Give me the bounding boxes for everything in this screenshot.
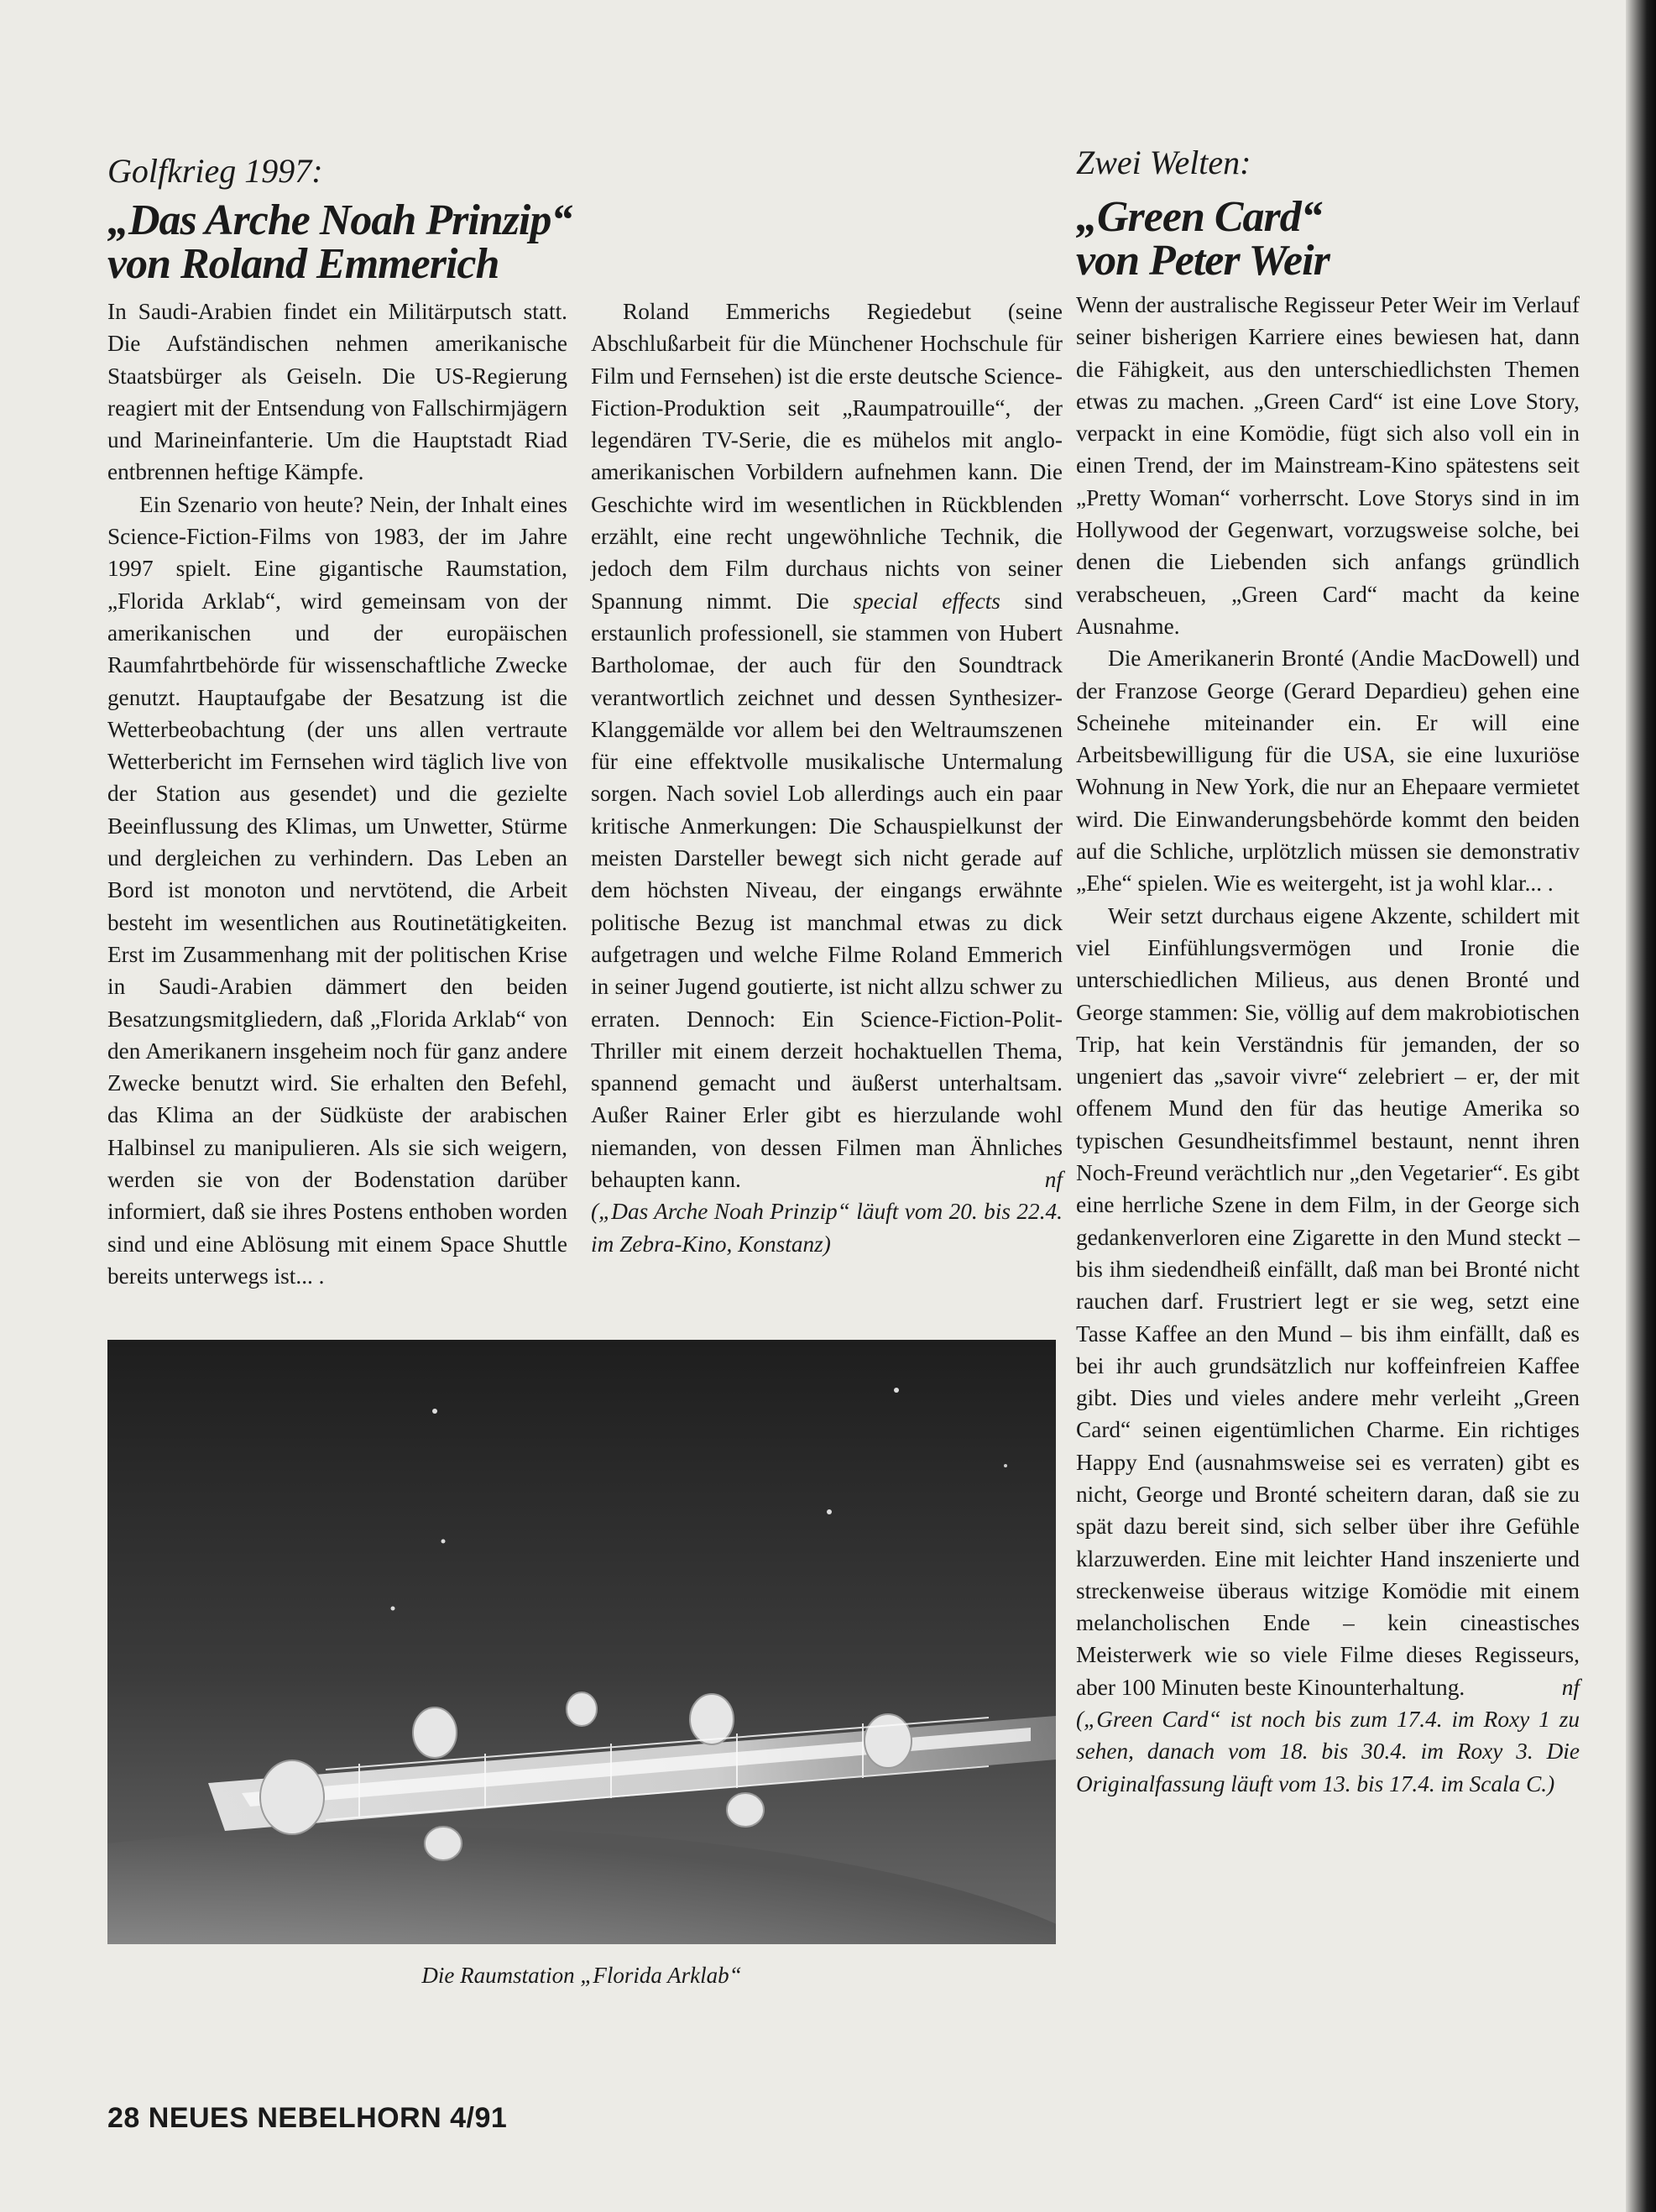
right-article-screening-note: („Green Card“ ist noch bis zum 17.4. im Roxy 1 zu sehen, danach vom 18. bis 30.4. im Roxy 3. Die Originalfassung läuft vom 13. bis 17.4. im Scala C.) bbox=[1076, 1707, 1580, 1796]
space-station-photo bbox=[107, 1340, 1056, 1944]
space-station-illustration bbox=[107, 1340, 1056, 1944]
left-article-paragraph-2: Ein Szenario von heute? Nein, der Inhalt eines Science-Fiction-Films von 1983, der im Jahre 1997 spielt. Eine gigantische Raumstation, „Florida Arklab“, wird gemeinsam von der amerikanischen und der europäischen Raumfahrtbehörde für wissenschaftliche Zwecke genutzt. Hauptaufgabe der Besatzung ist die Wetterbeobachtung (der uns allen vertraute Wetterbericht im Fernsehen wird täglich live von der Station aus gesendet) und die gezielte Beeinflussung des Klimas, um Unwetter, Stürme und dergleichen zu verhindern. Das Leben an Bord ist monoton und nervtötend, die Arbeit besteht im wesentlichen aus Routinetätigkeiten. Erst im Zusammenhang mit der politischen Krise in Saudi-Arabien dämmert den beiden Besatzungsmitgliedern, daß „Florida Arklab“ von den Amerikanern insgeheim noch für ganz andere Zwecke benutzt wird. Sie erhalten den Befehl, das Klima an der Südküste der arabischen Halbinsel zu manipulieren. Als sie sich weigern, werden sie von der Bodenstation darüber informiert, daß sie ihres Postens enthoben worden sind und eine Ablösung mit einem Space Shuttle bereits unterwegs ist... . bbox=[107, 491, 567, 1289]
right-article-title-line1: „Green Card“ bbox=[1076, 193, 1322, 241]
left-article-title-line1: „Das Arche Noah Prinzip“ bbox=[107, 196, 572, 244]
right-article-paragraph-2: Die Amerikanerin Bronté (Andie MacDowell) und der Franzose George (Gerard Depardieu) gehen eine Scheinehe miteinander ein. Er will eine Arbeitsbewilligung für die USA, sie eine luxuriöse Wohnung in New York, die nur an Ehepaare vermietet wird. Die Einwanderungsbehörde kommt den beiden auf die Schliche, urplötzlich müssen sie demonstrativ „Ehe“ spielen. Wie es weitergeht, ist ja wohl klar... . bbox=[1076, 646, 1580, 897]
page-footer: 28 NEUES NEBELHORN 4/91 bbox=[107, 2102, 508, 2134]
left-article-signature: nf bbox=[1044, 1167, 1063, 1193]
photo-caption: Die Raumstation „Florida Arklab“ bbox=[421, 1963, 742, 1988]
left-article-paragraph-3b: sind erstaunlich professionell, sie stammen von Hubert Bartholomae, der auch für den Soundtrack verantwortlich zeichnet und dessen Synthesizer-Klanggemälde vor allem bei den Weltraumszenen für eine effektvolle musikalische Untermalung sorgen. Nach soviel Lob allerdings auch ein paar kritische Anmerkungen: Die Schauspielkunst der meisten Darsteller bewegt sich nicht gerade auf dem höchsten Niveau, der eingangs erwähnte politische Bezug ist manchmal etwas zu dick aufgetragen und welche Filme Roland Emmerich in seiner Jugend goutierte, ist nicht allzu schwer zu erraten. Dennoch: Ein Science-Fiction-Polit-Thriller mit einem derzeit hochaktuellen Thema, spannend gemacht und äußerst unterhaltsam. Außer Rainer Erler gibt es hierzulande wohl niemanden, von dessen Filmen man Ähnliches behaupten kann. bbox=[591, 588, 1063, 1193]
right-article-signature: nf bbox=[1561, 1674, 1580, 1700]
left-article-kicker: Golfkrieg 1997: bbox=[107, 152, 323, 190]
page-edge-shadow bbox=[1626, 0, 1656, 2212]
right-article-column bbox=[1076, 289, 1580, 1800]
right-article-paragraph-3: Weir setzt durchaus eigene Akzente, schildert mit viel Einfühlungsvermögen und Ironie die unterschiedlichen Milieus, aus denen Bronté und George stammen: Sie, völlig auf dem makrobiotischen Trip, hat kein Verständnis für jemanden, der so ungeniert das „savoir vivre“ zelebriert – er, der mit offenem Mund den für das heutige Amerika so typischen Gesundheitsfimmel bestaunt, nennt ihren Noch-Freund verächtlich nur „den Vegetarier“. Es gibt eine herrliche Szene in dem Film, in der George sich gedankenverloren eine Zigarette in den Mund steckt – bis ihm siedendheiß einfällt, daß man bei Bronté nicht rauchen darf. Frustriert legt er sie weg, setzt eine Tasse Kaffee an den Mund – bis ihm einfällt, daß es bei ihr auch grundsätzlich nur koffeinfreien Kaffee gibt. Dies und vieles andere mehr verleiht „Green Card“ seinen eigentümlichen Charme. Ein richtiges Happy End (ausnahmsweise sei es verraten) gibt es nicht, George und Bronté scheitern daran, daß sie zu spät dazu bereit sind, sich selber über ihre Gefühle klarzuwerden. Eine mit leichter Hand inszenierte und streckenweise überaus witzige Komödie mit einem melancholischen Ende – kein cineastisches Meisterwerk wie so viele Filme dieses Regisseurs, aber 100 Minuten beste Kinounterhaltung. bbox=[1076, 902, 1580, 1700]
left-article-special-effects: special effects bbox=[853, 588, 1000, 614]
right-article-kicker: Zwei Welten: bbox=[1076, 144, 1251, 181]
left-article-paragraph-1: In Saudi-Arabien findet ein Militärputsch statt. Die Aufständischen nehmen amerikanische Staatsbürger als Geiseln. Die US-Regierung reagiert mit der Entsendung von Fallschirmjägern und Marineinfanterie. Um die Hauptstadt Riad entbrennen heftige Kämpfe. bbox=[107, 299, 567, 485]
left-article-title-line2: von Roland Emmerich bbox=[107, 240, 499, 288]
left-article-column-2 bbox=[591, 295, 1063, 1260]
left-article-paragraph-3a: Roland Emmerichs Regiedebut (seine Abschlußarbeit für die Münchener Hochschule für Film und Fernsehen) ist die erste deutsche Science-Fiction-Produktion seit „Raumpatrouille“, der legendären TV-Serie, die es mühelos mit anglo-amerikanischen Vorbildern aufnehmen kann. Die Geschichte wird im wesentlichen in Rückblenden erzählt, eine recht ungewöhnliche Technik, die jedoch dem Film durchaus nichts von seiner Spannung nimmt. Die bbox=[591, 299, 1063, 614]
right-article-paragraph-1: Wenn der australische Regisseur Peter Weir im Verlauf seiner bisherigen Karriere eines bewiesen hat, dann die Fähigkeit, aus den unterschiedlichsten Themen etwas zu machen. „Green Card“ ist eine Love Story, verpackt in eine Komödie, fügt sich also voll ein in einen Trend, der im Mainstream-Kino spätestens seit „Pretty Woman“ vorherrscht. Love Storys sind in im Hollywood der Gegenwart, vorzugsweise solche, bei denen die Liebenden sich anfangs gründlich verabscheuen, „Green Card“ macht da keine Ausnahme. bbox=[1076, 292, 1580, 639]
right-article-title-line2: von Peter Weir bbox=[1076, 237, 1330, 285]
left-article-column-1 bbox=[107, 295, 567, 1292]
left-article-screening-note: („Das Arche Noah Prinzip“ läuft vom 20. bis 22.4. im Zebra-Kino, Konstanz) bbox=[591, 1199, 1063, 1257]
